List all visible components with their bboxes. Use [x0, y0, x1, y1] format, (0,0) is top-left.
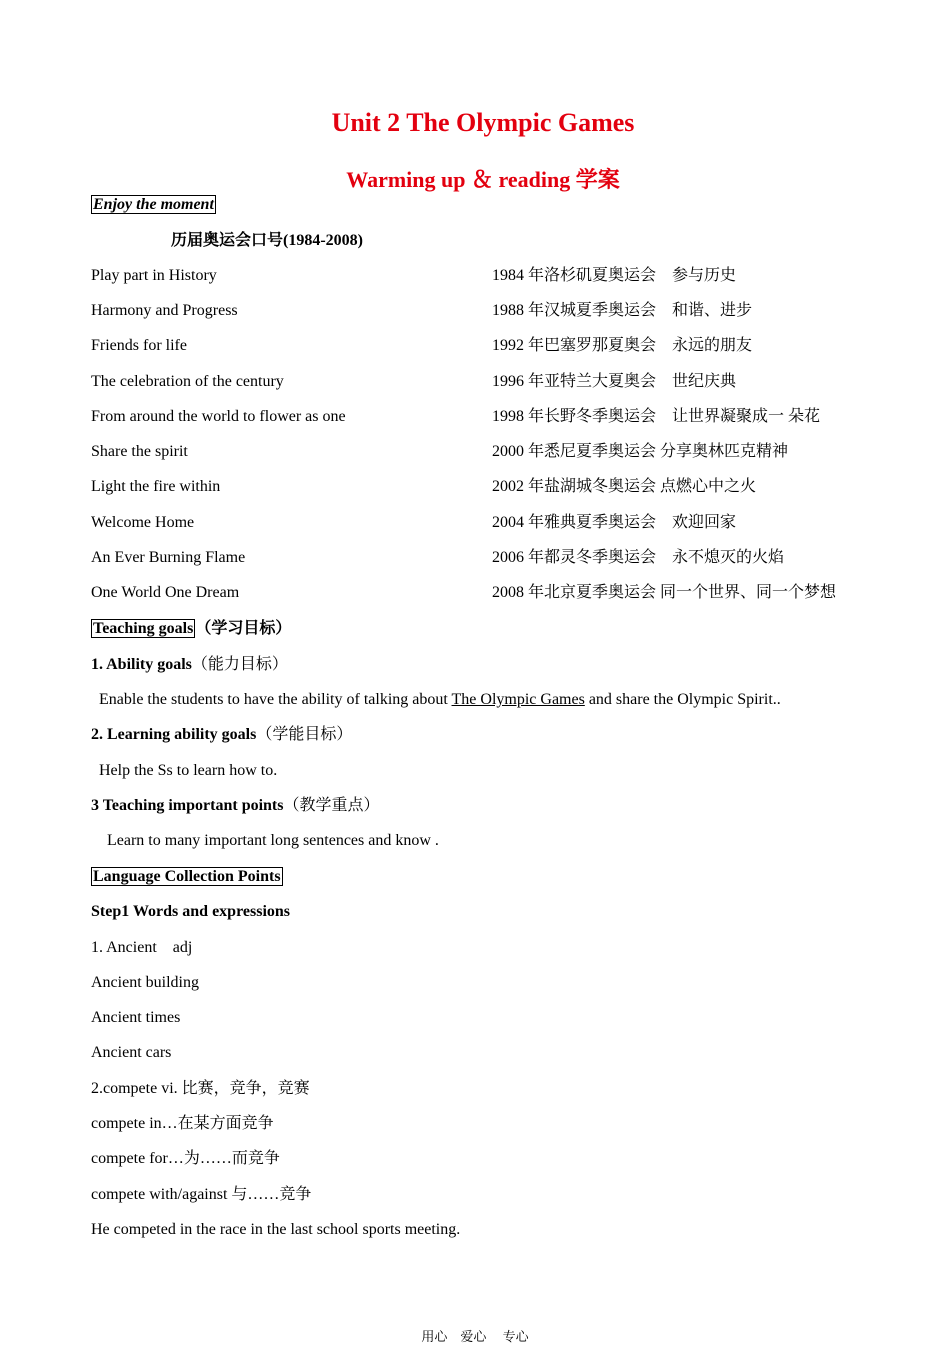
slogan-en: The celebration of the century	[91, 373, 284, 390]
ability-text-pre: Enable the students to have the ability of talking about	[99, 691, 452, 708]
slogans-heading: 历届奥运会口号(1984-2008)	[171, 232, 363, 249]
enjoy-section-label	[91, 195, 216, 215]
page-title: Unit 2 The Olympic Games	[331, 108, 635, 137]
slogan-en: An Ever Burning Flame	[91, 549, 246, 566]
slogan-en: Play part in History	[91, 267, 217, 284]
slogan-cn: 1998 年长野冬季奥运会 让世界凝聚成一 朵花	[492, 408, 821, 425]
ability-goals-cn: （能力目标）	[191, 656, 288, 673]
slogan-en: Welcome Home	[91, 514, 195, 531]
vocab-line: Ancient building	[91, 974, 199, 991]
ability-goals-heading	[91, 655, 288, 675]
slogan-cn: 1988 年汉城夏季奥运会 和谐、进步	[492, 302, 753, 319]
teaching-goals-heading	[91, 619, 291, 639]
learning-goals-cn: （学能目标）	[256, 726, 353, 743]
slogan-en: Friends for life	[91, 337, 187, 354]
teaching-goals-label: Teaching goals	[93, 620, 194, 637]
ability-goals-text	[99, 690, 781, 710]
slogan-cn: 2006 年都灵冬季奥运会 永不熄灭的火焰	[492, 549, 785, 566]
important-points-cn: （教学重点）	[283, 797, 380, 814]
vocab-line: compete in…在某方面竞争	[91, 1115, 274, 1132]
important-points-heading	[91, 796, 380, 816]
vocab-line: He competed in the race in the last school sports meeting.	[91, 1221, 461, 1238]
ability-goals-label: 1. Ability goals	[91, 656, 192, 673]
slogan-cn: 1984 年洛杉矶夏奥运会 参与历史	[492, 267, 737, 284]
slogan-cn: 2004 年雅典夏季奥运会 欢迎回家	[492, 514, 737, 531]
learning-goals-label: 2. Learning ability goals	[91, 726, 257, 743]
olympic-games-underlined: The Olympic Games	[451, 691, 585, 708]
page-subtitle: Warming up ＆ reading 学案	[346, 167, 620, 192]
important-points-text: Learn to many important long sentences and know .	[107, 832, 439, 849]
vocab-line: Ancient times	[91, 1009, 181, 1026]
learning-goals-text: Help the Ss to learn how to.	[99, 762, 278, 779]
important-points-label: 3 Teaching important points	[91, 797, 284, 814]
vocab-line: compete for…为……而竞争	[91, 1150, 280, 1167]
ability-text-post: and share the Olympic Spirit..	[584, 691, 781, 708]
slogan-en: From around the world to flower as one	[91, 408, 346, 425]
vocab-line: 2.compete vi. 比赛，竞争，竞赛	[91, 1080, 310, 1097]
page-footer: 用心 爱心 专心	[421, 1329, 529, 1344]
slogan-cn: 1992 年巴塞罗那夏奥会 永远的朋友	[492, 337, 753, 354]
teaching-goals-cn: （学习目标）	[195, 620, 292, 637]
slogan-cn: 1996 年亚特兰大夏奥会 世纪庆典	[492, 373, 737, 390]
learning-goals-heading	[91, 725, 352, 745]
slogan-cn: 2000 年悉尼夏季奥运会 分享奥林匹克精神	[492, 443, 789, 460]
vocab-line: compete with/against 与……竞争	[91, 1186, 312, 1203]
collection-section-label	[91, 867, 283, 887]
step1-heading: Step1 Words and expressions	[91, 903, 291, 920]
slogan-en: Harmony and Progress	[91, 302, 238, 319]
vocab-line: Ancient cars	[91, 1044, 172, 1061]
enjoy-label: Enjoy the moment	[93, 196, 214, 213]
slogan-cn: 2002 年盐湖城冬奥运会 点燃心中之火	[492, 478, 757, 495]
slogan-en: One World One Dream	[91, 584, 240, 601]
collection-label: Language Collection Points	[93, 868, 281, 885]
slogan-en: Share the spirit	[91, 443, 188, 460]
slogan-en: Light the fire within	[91, 478, 221, 495]
vocab-line: 1. Ancient adj	[91, 939, 193, 956]
slogan-cn: 2008 年北京夏季奥运会 同一个世界、同一个梦想	[492, 584, 837, 601]
